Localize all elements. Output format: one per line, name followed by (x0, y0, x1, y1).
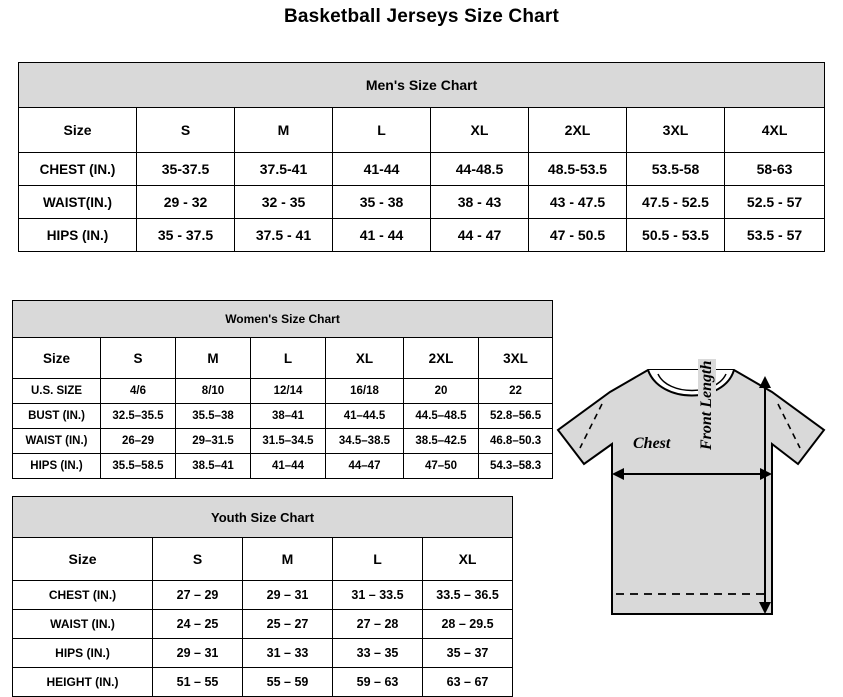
data-cell: 41–44.5 (326, 404, 404, 429)
data-cell: 44–47 (326, 454, 404, 479)
header-size-XL: XL (431, 108, 529, 153)
womens-size-chart-table (12, 300, 553, 479)
data-cell: 59 – 63 (333, 668, 423, 697)
header-size-3XL: 3XL (479, 338, 553, 379)
header-size-L: L (251, 338, 326, 379)
data-cell: 38.5–41 (176, 454, 251, 479)
table-row (13, 404, 553, 429)
data-cell: 29 - 32 (137, 186, 235, 219)
chart-title-row (13, 497, 513, 538)
header-row (13, 538, 513, 581)
header-size-label: Size (19, 108, 137, 153)
data-cell: 29 – 31 (153, 639, 243, 668)
data-cell: 52.8–56.5 (479, 404, 553, 429)
data-cell: 35 - 38 (333, 186, 431, 219)
data-cell: 35 – 37 (423, 639, 513, 668)
mens-table-body (19, 63, 825, 252)
table-row (13, 429, 553, 454)
header-size-L: L (333, 538, 423, 581)
youth-size-chart-table (12, 496, 513, 697)
header-size-4XL: 4XL (725, 108, 825, 153)
header-size-M: M (176, 338, 251, 379)
data-cell: 53.5 - 57 (725, 219, 825, 252)
data-cell: 54.3–58.3 (479, 454, 553, 479)
data-cell: 35.5–38 (176, 404, 251, 429)
data-cell: 43 - 47.5 (529, 186, 627, 219)
data-cell: 47–50 (404, 454, 479, 479)
data-cell: 37.5 - 41 (235, 219, 333, 252)
data-cell: 38–41 (251, 404, 326, 429)
header-size-XL: XL (423, 538, 513, 581)
table-row (19, 153, 825, 186)
header-size-M: M (243, 538, 333, 581)
data-cell: 44 - 47 (431, 219, 529, 252)
data-cell: 32 - 35 (235, 186, 333, 219)
row-label: U.S. SIZE (13, 379, 101, 404)
data-cell: 48.5-53.5 (529, 153, 627, 186)
data-cell: 12/14 (251, 379, 326, 404)
header-size-2XL: 2XL (529, 108, 627, 153)
page-title: Basketball Jerseys Size Chart (283, 6, 560, 27)
data-cell: 25 – 27 (243, 610, 333, 639)
data-cell: 44.5–48.5 (404, 404, 479, 429)
data-cell: 33 – 35 (333, 639, 423, 668)
jersey-shirt-svg (540, 352, 840, 672)
data-cell: 4/6 (101, 379, 176, 404)
data-cell: 27 – 28 (333, 610, 423, 639)
data-cell: 38.5–42.5 (404, 429, 479, 454)
header-size-2XL: 2XL (404, 338, 479, 379)
header-row (13, 338, 553, 379)
data-cell: 47 - 50.5 (529, 219, 627, 252)
header-size-label: Size (13, 338, 101, 379)
data-cell: 28 – 29.5 (423, 610, 513, 639)
row-label: HEIGHT (IN.) (13, 668, 153, 697)
row-label: WAIST (IN.) (13, 429, 101, 454)
youth-table-body (13, 497, 513, 697)
data-cell: 32.5–35.5 (101, 404, 176, 429)
data-cell: 53.5-58 (627, 153, 725, 186)
shirt-outline (558, 370, 824, 614)
header-size-S: S (137, 108, 235, 153)
table-row (13, 668, 513, 697)
chart-title: Men's Size Chart (19, 63, 825, 108)
data-cell: 35 - 37.5 (137, 219, 235, 252)
data-cell: 52.5 - 57 (725, 186, 825, 219)
header-size-XL: XL (326, 338, 404, 379)
row-label: CHEST (IN.) (13, 581, 153, 610)
header-size-3XL: 3XL (627, 108, 725, 153)
row-label: WAIST (IN.) (13, 610, 153, 639)
data-cell: 31 – 33.5 (333, 581, 423, 610)
header-size-S: S (153, 538, 243, 581)
data-cell: 31.5–34.5 (251, 429, 326, 454)
data-cell: 8/10 (176, 379, 251, 404)
data-cell: 26–29 (101, 429, 176, 454)
data-cell: 22 (479, 379, 553, 404)
jersey-measurement-diagram (540, 352, 840, 672)
data-cell: 33.5 – 36.5 (423, 581, 513, 610)
data-cell: 24 – 25 (153, 610, 243, 639)
data-cell: 34.5–38.5 (326, 429, 404, 454)
data-cell: 51 – 55 (153, 668, 243, 697)
row-label: WAIST(IN.) (19, 186, 137, 219)
data-cell: 47.5 - 52.5 (627, 186, 725, 219)
data-cell: 41-44 (333, 153, 431, 186)
table-row (13, 610, 513, 639)
chart-title-row (13, 301, 553, 338)
table-row (13, 639, 513, 668)
header-size-label: Size (13, 538, 153, 581)
data-cell: 41 - 44 (333, 219, 431, 252)
data-cell: 35-37.5 (137, 153, 235, 186)
header-size-S: S (101, 338, 176, 379)
data-cell: 44-48.5 (431, 153, 529, 186)
data-cell: 29 – 31 (243, 581, 333, 610)
chest-label: Chest (633, 435, 671, 452)
data-cell: 41–44 (251, 454, 326, 479)
header-row (19, 108, 825, 153)
data-cell: 16/18 (326, 379, 404, 404)
table-row (13, 581, 513, 610)
chart-title: Youth Size Chart (13, 497, 513, 538)
row-label: HIPS (IN.) (13, 639, 153, 668)
data-cell: 50.5 - 53.5 (627, 219, 725, 252)
row-label: HIPS (IN.) (13, 454, 101, 479)
row-label: BUST (IN.) (13, 404, 101, 429)
data-cell: 55 – 59 (243, 668, 333, 697)
data-cell: 46.8–50.3 (479, 429, 553, 454)
chart-title-row (19, 63, 825, 108)
mens-size-chart-table (18, 62, 825, 252)
row-label: CHEST (IN.) (19, 153, 137, 186)
header-size-M: M (235, 108, 333, 153)
table-row (13, 379, 553, 404)
data-cell: 20 (404, 379, 479, 404)
data-cell: 29–31.5 (176, 429, 251, 454)
row-label: HIPS (IN.) (19, 219, 137, 252)
header-size-L: L (333, 108, 431, 153)
data-cell: 27 – 29 (153, 581, 243, 610)
data-cell: 31 – 33 (243, 639, 333, 668)
table-row (19, 219, 825, 252)
front-length-arrow-top (759, 376, 771, 388)
data-cell: 37.5-41 (235, 153, 333, 186)
table-row (19, 186, 825, 219)
table-row (13, 454, 553, 479)
front-length-label: Front Length (698, 360, 715, 450)
womens-table-body (13, 301, 553, 479)
data-cell: 38 - 43 (431, 186, 529, 219)
data-cell: 35.5–58.5 (101, 454, 176, 479)
data-cell: 63 – 67 (423, 668, 513, 697)
chart-title: Women's Size Chart (13, 301, 553, 338)
data-cell: 58-63 (725, 153, 825, 186)
